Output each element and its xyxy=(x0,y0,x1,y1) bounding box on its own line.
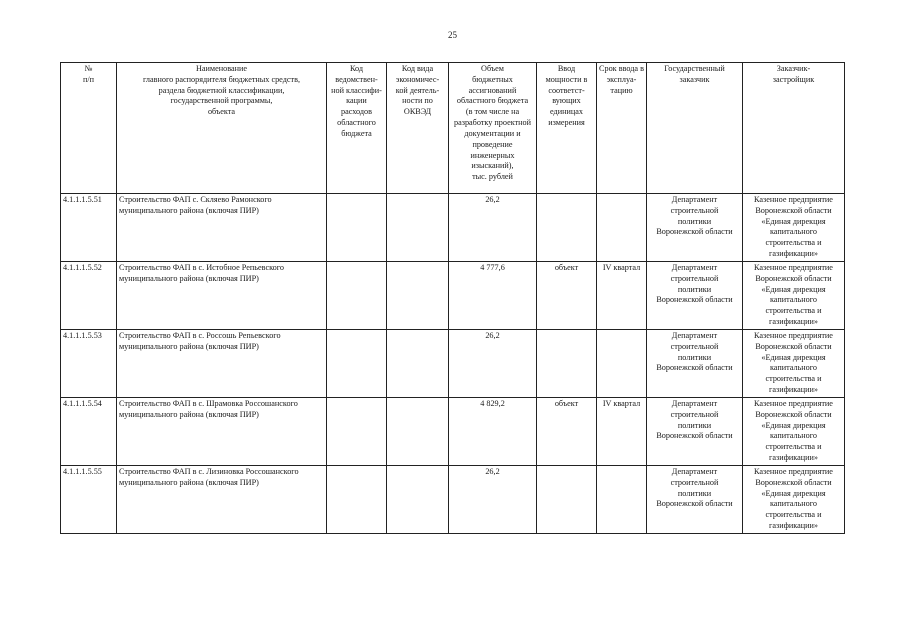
row-num: 4.1.1.1.5.53 xyxy=(61,329,117,397)
table-header-row xyxy=(61,63,845,194)
header-okved: Код вида экономичес- кой деятель- ности по ОКВЭД xyxy=(387,63,449,194)
header-volume: Объем бюджетных ассигнований областного бюджета (в том числе на разработку проектной документации и проведение инженерных изысканий), тыс. рублей xyxy=(449,63,537,194)
row-term xyxy=(597,465,647,533)
budget-table xyxy=(60,62,845,534)
row-dept-code xyxy=(327,465,387,533)
row-capacity: объект xyxy=(537,397,597,465)
row-term xyxy=(597,329,647,397)
row-okved xyxy=(387,465,449,533)
row-okved xyxy=(387,261,449,329)
row-term xyxy=(597,194,647,262)
page-number: 25 xyxy=(448,30,457,40)
row-dept-code xyxy=(327,397,387,465)
row-name: Строительство ФАП в с. Россошь Репьевского муниципального района (включая ПИР) xyxy=(117,329,327,397)
row-developer: Казенное предприятие Воронежской области «Единая дирекция капитального строительства и газификации» xyxy=(743,397,845,465)
table-row xyxy=(61,397,845,465)
row-customer: Департамент строительной политики Воронежской области xyxy=(647,465,743,533)
table-row xyxy=(61,261,845,329)
row-volume: 26,2 xyxy=(449,194,537,262)
row-name: Строительство ФАП с. Скляево Рамонского муниципального района (включая ПИР) xyxy=(117,194,327,262)
row-name: Строительство ФАП в с. Шрамовка Россошанского муниципального района (включая ПИР) xyxy=(117,397,327,465)
row-volume: 26,2 xyxy=(449,329,537,397)
row-volume: 4 777,6 xyxy=(449,261,537,329)
row-developer: Казенное предприятие Воронежской области «Единая дирекция капитального строительства и газификации» xyxy=(743,261,845,329)
row-dept-code xyxy=(327,329,387,397)
header-customer: Государственный заказчик xyxy=(647,63,743,194)
row-capacity: объект xyxy=(537,261,597,329)
row-term: IV квартал xyxy=(597,397,647,465)
row-okved xyxy=(387,194,449,262)
row-customer: Департамент строительной политики Воронежской области xyxy=(647,329,743,397)
row-customer: Департамент строительной политики Воронежской области xyxy=(647,261,743,329)
row-developer: Казенное предприятие Воронежской области «Единая дирекция капитального строительства и газификации» xyxy=(743,465,845,533)
row-capacity xyxy=(537,329,597,397)
row-name: Строительство ФАП в с. Лизиновка Россошанского муниципального района (включая ПИР) xyxy=(117,465,327,533)
row-num: 4.1.1.1.5.52 xyxy=(61,261,117,329)
row-okved xyxy=(387,397,449,465)
header-dept-code: Код ведомствен- ной классифи- кации расходов областного бюджета xyxy=(327,63,387,194)
header-name: Наименование главного распорядителя бюджетных средств, раздела бюджетной классификации, государственной программы, объекта xyxy=(117,63,327,194)
table-row xyxy=(61,465,845,533)
row-num: 4.1.1.1.5.55 xyxy=(61,465,117,533)
row-capacity xyxy=(537,465,597,533)
header-num: № п/п xyxy=(61,63,117,194)
row-capacity xyxy=(537,194,597,262)
header-capacity: Ввод мощности в соответст- вующих единицах измерения xyxy=(537,63,597,194)
row-dept-code xyxy=(327,261,387,329)
header-term: Срок ввода в эксплуа- тацию xyxy=(597,63,647,194)
row-developer: Казенное предприятие Воронежской области «Единая дирекция капитального строительства и газификации» xyxy=(743,194,845,262)
row-customer: Департамент строительной политики Воронежской области xyxy=(647,194,743,262)
row-volume: 26,2 xyxy=(449,465,537,533)
row-volume: 4 829,2 xyxy=(449,397,537,465)
row-num: 4.1.1.1.5.54 xyxy=(61,397,117,465)
header-developer: Заказчик- застройщик xyxy=(743,63,845,194)
table-row xyxy=(61,194,845,262)
row-developer: Казенное предприятие Воронежской области «Единая дирекция капитального строительства и газификации» xyxy=(743,329,845,397)
row-dept-code xyxy=(327,194,387,262)
row-num: 4.1.1.1.5.51 xyxy=(61,194,117,262)
row-term: IV квартал xyxy=(597,261,647,329)
table-row xyxy=(61,329,845,397)
row-customer: Департамент строительной политики Воронежской области xyxy=(647,397,743,465)
row-name: Строительство ФАП в с. Истобное Репьевского муниципального района (включая ПИР) xyxy=(117,261,327,329)
row-okved xyxy=(387,329,449,397)
